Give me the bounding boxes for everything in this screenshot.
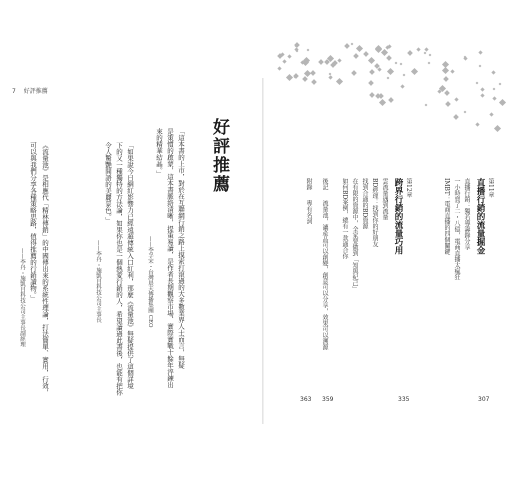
decorative-dot [368,57,375,64]
section-title: 好評推薦 [209,118,229,194]
decorative-dot [402,74,405,77]
decorative-dot [463,56,467,60]
toc-page-number: 363 [300,396,312,403]
chapter-11-title: 直播行銷的流量掘金 [475,178,485,255]
toc-item: IMBT：電商直播的四個關鍵 [443,178,450,255]
decorative-dot [443,76,449,82]
recommendation-1-author: ——李孚宋・台灣晨夫傳播集團 CEO [147,236,153,328]
recommendation-3-line: 《流量池》是相應代「精林傳銷」的中國傳出來的系統性理論，打法簡單、實用，行效， [41,142,49,396]
decorative-dot [479,50,483,54]
decorative-dot [387,68,394,75]
recommendation-3-line: 可以與我們分享各種策略思路，值得推薦的行銷讀物。」 [29,142,37,302]
appendix-label: 附錄 [305,178,312,190]
decorative-dot [427,62,430,65]
toc-item: 雲流量遇到流量 [381,178,388,220]
running-head [12,86,54,95]
toc-page-number: 335 [398,396,410,403]
toc-page-number: 359 [322,396,334,403]
chapter-11-label: 第11章 [487,178,494,198]
decorative-dot [425,104,428,107]
decorative-dot [445,101,451,107]
decorative-dot [480,87,484,91]
decorative-dot [407,50,413,56]
decorative-dot [494,124,501,131]
chapter-12-label: 第12章 [405,178,412,198]
decorative-dot [429,54,432,57]
decorative-dot [363,51,369,57]
decorative-dot [423,51,426,54]
decorative-dot [476,122,480,126]
decorative-dot [351,70,357,76]
decorative-dot [287,54,291,58]
decorative-dot [388,97,394,103]
decorative-dot [386,55,392,61]
decorative-dot [492,88,495,91]
postscript-text: 流量池，讓產品可以創變，創意可以分享，效果可以溯源 [321,200,328,350]
decorative-dot [344,43,350,49]
decorative-dot [377,67,381,71]
decorative-dot [395,62,398,65]
running-head-page-number: 7 [12,88,16,95]
decorative-dot [336,78,343,85]
toc-item: 直播行銷：獨若導籌錄分享 [463,178,470,250]
decorative-dot [350,43,353,46]
appendix-text: 專有名詞 [305,200,312,224]
decorative-dot [411,68,418,75]
recommendation-3-author: ——李丹・施凱目科技公司主事長副經理 [19,248,25,347]
decorative-dot [368,80,374,86]
decorative-dot [454,98,458,102]
toc-item: 找到合適的BD資源 [361,178,368,230]
toc-item: BD經理：找到你的好朋友 [371,178,378,248]
recommendation-2-line: 「如果說今日網紅影響力已經遠超傳統入口紅利，那麼《流量池》無疑提供了這個詳境 [126,142,134,389]
chapter-12-title: 跨界行銷的流量巧用 [393,178,403,255]
decorative-dot [498,82,501,85]
decorative-dot-pattern [276,42,502,134]
decorative-dot [480,93,484,97]
decorative-dot [282,60,286,64]
decorative-dot [401,84,405,88]
recommendation-2-author: ——李丹・施凱目科技公司主事長 [95,240,101,323]
decorative-dot [478,64,481,67]
postscript-label: 後記 [321,178,328,190]
toc-item: 在有限的資源中，全家要做到「知與紀己」 [351,178,358,292]
decorative-dot [493,96,497,100]
toc-page-number: 307 [478,396,490,403]
recommendation-1-line: 是策慣的啟蒙，這本書脈絡清晰，提策易讀，是作者長期觀察市場、實際實戰十餘年淬鍊出 [166,128,174,388]
toc-item: 如何BD案例，總有一款適合你 [341,178,348,260]
decorative-dot [353,53,359,59]
recommendation-1-line: 來的精華結晶。」 [155,128,163,177]
recommendation-1-line: 「這本書的上市，對於在互聯網行銷之路上摸索打滾過的大多數業界人士而言，無疑 [177,128,185,369]
decorative-dot [356,45,363,52]
decorative-dot [369,70,375,76]
decorative-dot [311,80,317,86]
decorative-dot [369,92,375,98]
decorative-dot [463,111,466,114]
decorative-dot [453,114,459,120]
recommendation-2-line: 令人驚艷開語的美麗景色。」 [104,142,112,224]
decorative-dot [489,113,493,117]
decorative-dot [475,82,478,85]
decorative-dot [379,99,386,106]
decorative-dot [338,59,342,63]
recommendation-2-line: 下的又一種獨特的方法論，如果你也是一個熱愛行銷的人，希望讀過此書後，也能有把你 [115,142,123,396]
decorative-dot [491,70,495,74]
decorative-dot [399,63,402,66]
decorative-dot [295,49,298,52]
toc-item: 一小時賣了二・八億，電商直播太瘋狂 [453,178,460,280]
decorative-dot [306,48,309,51]
decorative-dot [318,59,324,65]
decorative-dot [450,69,454,73]
decorative-dot [416,47,420,51]
running-head-title: 好評推薦 [23,88,48,95]
decorative-dot [386,76,389,79]
decorative-dot [442,67,449,74]
decorative-dot [444,90,450,96]
decorative-dot [277,66,281,70]
decorative-dot [328,75,332,79]
decorative-dot [302,77,308,83]
